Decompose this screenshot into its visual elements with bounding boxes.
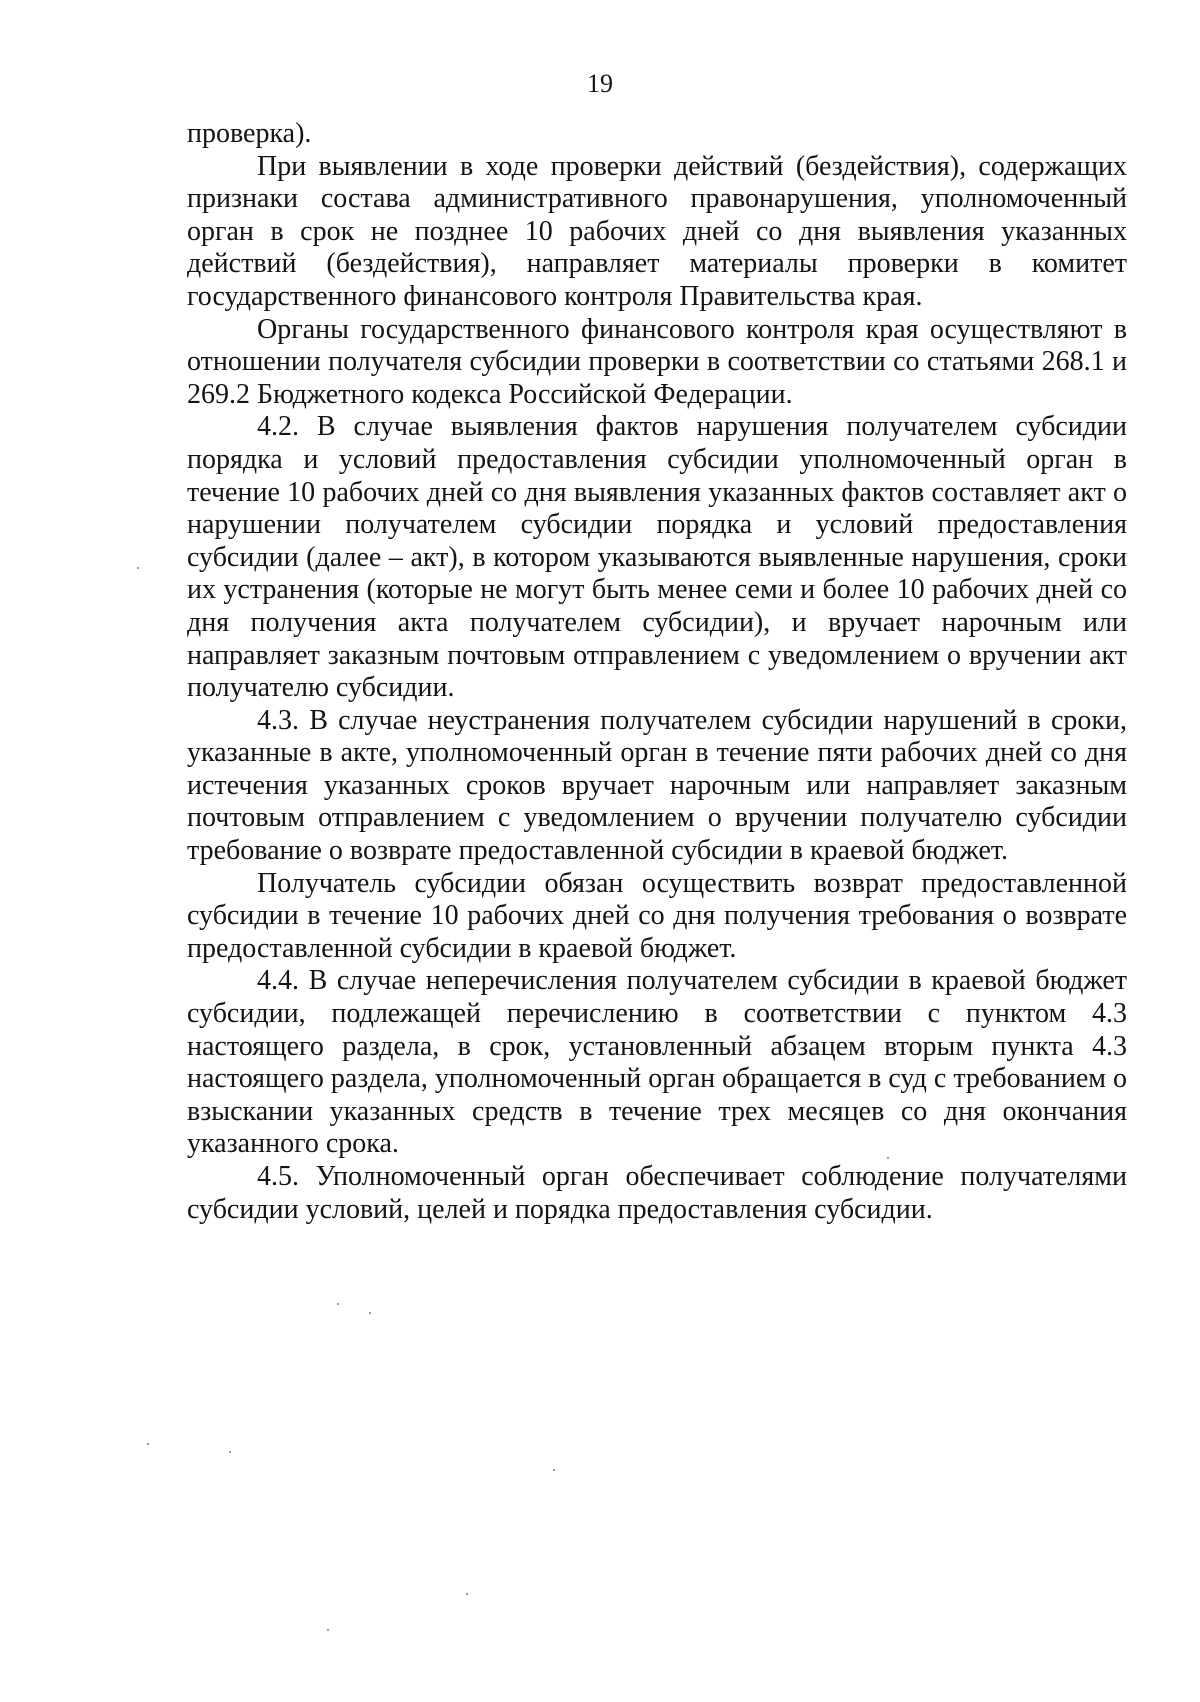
scan-speck: [337, 1303, 339, 1305]
paragraph-violation-referral: При выявлении в ходе проверки действий (бездействия), содержащих признаки состава административного правонарушения, уполномоченный орган в срок не позднее 10 рабочих дней со дня выявления указанных действий (бездействия), направляет материалы проверки в комитет государственного финансового контроля Правительства края.: [187, 150, 1127, 312]
paragraph-4-2: 4.2. В случае выявления фактов нарушения получателем субсидии порядка и условий предоставления субсидии уполномоченный орган в течение 10 рабочих дней со дня выявления указанных фактов составляет акт о нарушении получателем субсидии порядка и условий предоставления субсидии (далее – акт), в котором указываются выявленные нарушения, сроки их устранения (которые не могут быть менее семи и более 10 рабочих дней со дня получения акта получателем субсидии), и вручает нарочным или направляет заказным почтовым отправлением с уведомлением о вручении акт получателю субсидии.: [187, 411, 1127, 704]
paragraph-financial-control-audits: Органы государственного финансового контроля края осуществляют в отношении получателя субсидии проверки в соответствии со статьями 268.1 и 269.2 Бюджетного кодекса Российской Федерации.: [187, 313, 1127, 410]
paragraph-4-3: 4.3. В случае неустранения получателем субсидии нарушений в сроки, указанные в акте, уполномоченный орган в течение пяти рабочих дней со дня истечения указанных сроков вручает нарочным или направляет заказным почтовым отправлением с уведомлением о вручении получателю субсидии требование о возврате предоставленной субсидии в краевой бюджет.: [187, 704, 1127, 867]
page-number: 19: [587, 69, 613, 98]
paragraph-4-4: 4.4. В случае неперечисления получателем субсидии в краевой бюджет субсидии, подлежащей перечислению в соответствии с пунктом 4.3 настоящего раздела, в срок, установленный абзацем вторым пункта 4.3 настоящего раздела, уполномоченный орган обращается в суд с требованием о взыскании указанных средств в течение трех месяцев со дня окончания указанного срока.: [187, 965, 1127, 1160]
scan-speck: [229, 1451, 231, 1453]
scan-speck: [327, 1629, 329, 1631]
scan-speck: [147, 1443, 149, 1445]
document-body: [187, 118, 1127, 1226]
paragraph-continuation: проверка).: [187, 118, 312, 149]
scan-speck: [137, 567, 139, 569]
scan-speck: [887, 1157, 889, 1159]
scan-speck: [553, 1469, 555, 1471]
paragraph-refund-obligation: Получатель субсидии обязан осуществить возврат предоставленной субсидии в течение 10 рабочих дней со дня получения требования о возврате предоставленной субсидии в краевой бюджет.: [187, 867, 1127, 964]
scan-speck: [369, 1312, 371, 1314]
paragraph-4-5: 4.5. Уполномоченный орган обеспечивает соблюдение получателями субсидии условий, целей и порядка предоставления субсидии.: [187, 1161, 1127, 1225]
scan-speck: [466, 1593, 468, 1595]
